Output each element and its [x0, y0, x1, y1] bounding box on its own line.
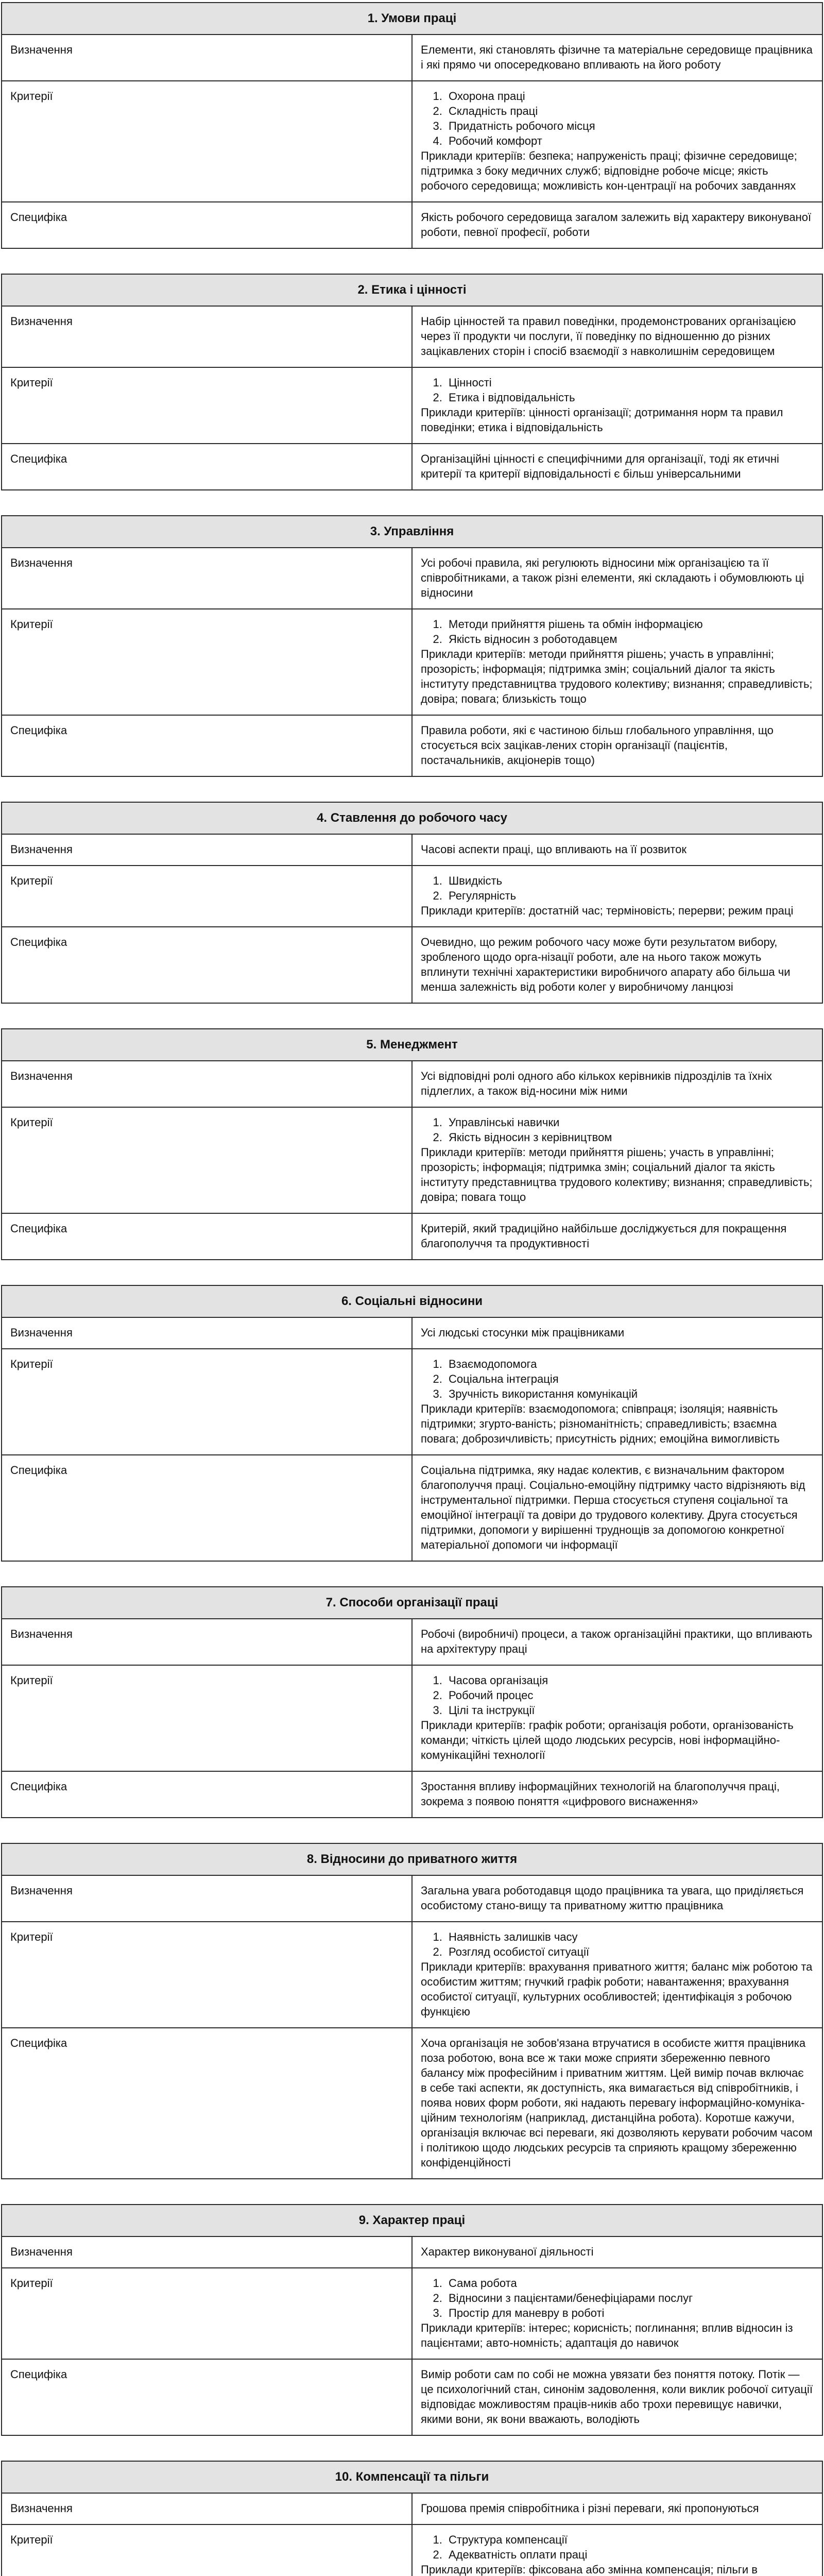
definition-row	[2, 2493, 822, 2524]
criteria-item-text: Розгляд особистої ситуації	[449, 1945, 590, 1958]
criteria-examples: Приклади критеріїв: взаємодопомога; співпраця; ізоляція; наявність підтримки; згурто-ваність; різноманітність; справедливість; взаємна повага; доброзичливість; присутність рідних; емоційна вимогливість	[421, 1402, 780, 1445]
definition-row	[2, 1317, 822, 1349]
specificity-row-label: Специфіка	[2, 444, 412, 490]
criteria-item-text: Управлінські навички	[449, 1115, 560, 1129]
criteria-list	[421, 375, 813, 405]
criteria-item	[445, 1673, 813, 1688]
criteria-item	[445, 1357, 813, 1371]
criteria-item	[445, 617, 813, 632]
criteria-list	[421, 1673, 813, 1718]
definition-text: Часові аспекти праці, що впливають на її розвиток	[421, 842, 686, 856]
criteria-row-label: Критерії	[2, 81, 412, 202]
definition-row-label: Визначення	[2, 35, 412, 81]
specificity-row-content	[412, 2359, 822, 2435]
criteria-row-label: Критерії	[2, 1665, 412, 1771]
criteria-item-text: Сама робота	[449, 2276, 517, 2290]
criteria-list	[421, 89, 813, 148]
specificity-row-label: Специфіка	[2, 202, 412, 248]
specificity-row	[2, 202, 822, 248]
criteria-examples: Приклади критеріїв: достатній час; терміновість; перерви; режим праці	[421, 904, 794, 917]
section-table	[1, 515, 823, 777]
criteria-item	[445, 1371, 813, 1386]
definition-row-label: Визначення	[2, 1619, 412, 1665]
specificity-row	[2, 1213, 822, 1260]
specificity-row	[2, 2028, 822, 2179]
section-title: 6. Соціальні відносини	[2, 1285, 822, 1317]
criteria-item	[445, 2306, 813, 2320]
definition-text: Усі робочі правила, які регулюють відносини між організацією та її співробітниками, а також різні елементи, які складають і обумовлюють ці відносини	[421, 556, 804, 599]
criteria-row-content	[412, 1922, 822, 2028]
section-title: 7. Способи організації праці	[2, 1587, 822, 1619]
criteria-row-content	[412, 2524, 822, 2576]
criteria-item	[445, 873, 813, 888]
criteria-item	[445, 1130, 813, 1145]
criteria-item	[445, 89, 813, 104]
definition-row-label: Визначення	[2, 548, 412, 609]
section-table	[1, 274, 823, 490]
criteria-item-text: Структура компенсації	[449, 2533, 568, 2546]
criteria-examples: Приклади критеріїв: врахування приватного життя; баланс між роботою та особистим життям; гнучкий графік роботи; навантаження; врахування особистої ситуації, культурних особливостей; ідентифікація з робочою функцією	[421, 1960, 813, 2018]
criteria-item-text: Взаємодопомога	[449, 1357, 537, 1370]
criteria-row-label: Критерії	[2, 866, 412, 927]
criteria-row-label: Критерії	[2, 1107, 412, 1213]
section-table	[1, 802, 823, 1004]
specificity-row-content	[412, 2028, 822, 2179]
criteria-item	[445, 632, 813, 647]
criteria-examples: Приклади критеріїв: цінності організації; дотримання норм та правил поведінки; етика і відповідальність	[421, 405, 783, 434]
specificity-row-content	[412, 1213, 822, 1260]
section-table	[1, 1586, 823, 1818]
section-table	[1, 1028, 823, 1260]
definition-row	[2, 2236, 822, 2268]
specificity-row-label: Специфіка	[2, 927, 412, 1003]
criteria-row	[2, 367, 822, 444]
definition-row-content	[412, 35, 822, 81]
definition-row-label: Визначення	[2, 1061, 412, 1107]
criteria-row-content	[412, 1665, 822, 1771]
specificity-row-label: Специфіка	[2, 2028, 412, 2179]
definition-row-content	[412, 2493, 822, 2524]
definition-row-label: Визначення	[2, 2493, 412, 2524]
criteria-row-content	[412, 609, 822, 715]
specificity-row-content	[412, 715, 822, 776]
criteria-item-text: Придатність робочого місця	[449, 119, 595, 132]
specificity-text: Правила роботи, які є частиною більш глобального управління, що стосується всіх зацікав-лених сторін організації (пацієнтів, постачальників, акціонерів тощо)	[421, 723, 774, 767]
definition-row	[2, 834, 822, 866]
criteria-item-text: Швидкість	[449, 874, 503, 887]
section-table	[1, 2204, 823, 2436]
criteria-item-text: Методи прийняття рішень та обмін інформацією	[449, 617, 703, 631]
specificity-text: Якість робочого середовища загалом залежить від характеру виконуваної роботи, певної професії, роботи	[421, 210, 812, 239]
definition-text: Набір цінностей та правил поведінки, продемонстрованих організацією через її продукти чи послуги, її поведінку по відношенню до різних зацікавлених сторін і спосіб взаємодії з навколишнім середовищем	[421, 314, 796, 358]
definition-row	[2, 1619, 822, 1665]
criteria-item-text: Регулярність	[449, 889, 517, 902]
criteria-item-text: Робочий процес	[449, 1688, 534, 1702]
section-title: 4. Ставлення до робочого часу	[2, 802, 822, 834]
section-table	[1, 2, 823, 249]
specificity-row	[2, 1771, 822, 1818]
criteria-item	[445, 2291, 813, 2306]
definition-row	[2, 306, 822, 367]
criteria-row-label: Критерії	[2, 2268, 412, 2359]
criteria-examples: Приклади критеріїв: інтерес; корисність; поглинання; вплив відносин із пацієнтами; авто-номність; адаптація до навичок	[421, 2321, 793, 2350]
specificity-row-label: Специфіка	[2, 1213, 412, 1260]
definition-row-content	[412, 1061, 822, 1107]
specificity-row	[2, 2359, 822, 2435]
criteria-item	[445, 2532, 813, 2547]
definition-row-content	[412, 306, 822, 367]
criteria-row	[2, 2268, 822, 2359]
criteria-item	[445, 2276, 813, 2291]
criteria-item-text: Охорона праці	[449, 89, 525, 103]
definition-text: Усі людські стосунки між працівниками	[421, 1326, 625, 1339]
section-title: 8. Відносини до приватного життя	[2, 1843, 822, 1875]
section-table	[1, 1843, 823, 2179]
criteria-row	[2, 609, 822, 715]
criteria-item	[445, 2547, 813, 2562]
specificity-text: Хоча організація не зобов'язана втручатися в особисте життя працівника поза роботою, вона все ж таки може сприяти збереженню певного балансу між професійним і приватним життям. Цей вимір почав включає в себе такі аспекти, як доступність, яка вимагається від співробітників, і появa нових форм роботи, які надають перевагу інформаційно-комуніка-ційним технологіям (наприклад, дистанційна робота). Коротше кажучи, організація включає всі переваги, які дозволяють керувати робочим часом і політикою щодо людських ресурсів та сприяють кращому збереженню конфіденційності	[421, 2036, 813, 2170]
criteria-item	[445, 1944, 813, 1959]
section-title: 10. Компенсації та пільги	[2, 2461, 822, 2493]
specificity-row-label: Специфіка	[2, 715, 412, 776]
section-title: 9. Характер праці	[2, 2205, 822, 2236]
criteria-examples: Приклади критеріїв: методи прийняття рішень; участь в управлінні; прозорість; інформація; підтримка змін; соціальний діалог та якість інституту представництва трудового колективу; визнання; справедливість; довіра; повага тощо	[421, 1145, 813, 1204]
criteria-row-label: Критерії	[2, 2524, 412, 2576]
criteria-item-text: Робочий комфорт	[449, 134, 542, 147]
definition-row	[2, 35, 822, 81]
criteria-item	[445, 390, 813, 405]
definition-row-content	[412, 834, 822, 866]
criteria-examples: Приклади критеріїв: безпека; напруженість праці; фізичне середовище; підтримка з боку медичних служб; відповідне робоче місце; якість робочого середовища; можливість кон-центрації на робочих завданнях	[421, 149, 797, 192]
definition-row-label: Визначення	[2, 306, 412, 367]
definition-text: Грошова премія співробітника і різні переваги, які пропонуються	[421, 2501, 759, 2515]
criteria-item	[445, 104, 813, 118]
definition-text: Елементи, які становлять фізичне та матеріальне середовище працівника і які прямо чи опосередковано впливають на його роботу	[421, 43, 813, 71]
specificity-row-content	[412, 202, 822, 248]
criteria-item	[445, 133, 813, 148]
criteria-row-content	[412, 367, 822, 444]
criteria-examples: Приклади критеріїв: графік роботи; організація роботи, організованість команди; чіткість цілей щодо людських ресурсів, нові інформаційно-комунікаційні технології	[421, 1718, 794, 1761]
criteria-item-text: Якість відносин з керівництвом	[449, 1130, 612, 1144]
definition-row-content	[412, 1875, 822, 1922]
definition-row-content	[412, 1619, 822, 1665]
criteria-row-content	[412, 81, 822, 202]
section-table	[1, 2461, 823, 2576]
section-title: 2. Етика і цінності	[2, 274, 822, 306]
definition-row-content	[412, 2236, 822, 2268]
criteria-examples: Приклади критеріїв: фіксована або змінна компенсація; пільги в	[421, 2563, 758, 2576]
criteria-row	[2, 1665, 822, 1771]
criteria-list	[421, 1115, 813, 1145]
definition-row	[2, 1061, 822, 1107]
specificity-text: Соціальна підтримка, яку надає колектив, є визначальним фактором благополуччя праці. Соціально-емоційну підтримку часто відрізняють від інструментальної підтримки. Перша стосується ступеня соціальної та емоційної інтеграції та довіри до трудового колективу. Друга стосується підтримки, допомоги у вирішенні труднощів за допомогою конкретної матеріальної допомоги чи інформації	[421, 1463, 805, 1551]
specificity-row	[2, 444, 822, 490]
criteria-item-text: Якість відносин з роботодавцем	[449, 632, 617, 646]
criteria-row	[2, 1349, 822, 1455]
criteria-item	[445, 888, 813, 903]
criteria-row-label: Критерії	[2, 609, 412, 715]
definition-row	[2, 548, 822, 609]
criteria-list	[421, 617, 813, 647]
criteria-row	[2, 1107, 822, 1213]
criteria-item-text: Наявність залишків часу	[449, 1930, 578, 1943]
section-title: 3. Управління	[2, 516, 822, 548]
definition-row-label: Визначення	[2, 1317, 412, 1349]
criteria-row	[2, 81, 822, 202]
definition-text: Характер виконуваної діяльності	[421, 2245, 594, 2258]
specificity-row-content	[412, 1771, 822, 1818]
specificity-row	[2, 927, 822, 1003]
definition-row-label: Визначення	[2, 834, 412, 866]
criteria-item-text: Цінності	[449, 376, 492, 389]
specificity-text: Організаційні цінності є специфічними для організації, тоді як етичні критерії та критерії відповідальності є більш універсальними	[421, 452, 779, 480]
specificity-row-content	[412, 1455, 822, 1561]
definition-row-content	[412, 548, 822, 609]
criteria-row	[2, 2524, 822, 2576]
criteria-row-content	[412, 1349, 822, 1455]
criteria-item	[445, 1386, 813, 1401]
definition-row	[2, 1875, 822, 1922]
specificity-row-label: Специфіка	[2, 2359, 412, 2435]
criteria-item-text: Соціальна інтеграція	[449, 1372, 559, 1385]
criteria-item	[445, 375, 813, 390]
definition-text: Загальна увага роботодавця щодо працівника та увага, що приділяється особистому стано-вищу та приватному життю працівника	[421, 1884, 804, 1912]
criteria-row	[2, 866, 822, 927]
specificity-row	[2, 1455, 822, 1561]
criteria-row-content	[412, 1107, 822, 1213]
criteria-item	[445, 1703, 813, 1718]
criteria-item-text: Часова організація	[449, 1673, 548, 1687]
criteria-item	[445, 1929, 813, 1944]
definition-text: Робочі (виробничі) процеси, а також організаційні практики, що впливають на архітектуру праці	[421, 1627, 813, 1655]
criteria-row-content	[412, 2268, 822, 2359]
definition-text: Усі відповідні ролі одного або кількох керівників підрозділів та їхніх підлеглих, а також від-носини між ними	[421, 1069, 772, 1097]
criteria-item-text: Простір для маневру в роботі	[449, 2306, 605, 2319]
criteria-item-text: Адекватність оплати праці	[449, 2548, 588, 2561]
specificity-row-label: Специфіка	[2, 1455, 412, 1561]
criteria-list	[421, 2276, 813, 2320]
specificity-text: Критерій, який традиційно найбільше досліджується для покращення благополуччя та продуктивності	[421, 1222, 787, 1250]
criteria-list	[421, 2532, 813, 2562]
criteria-examples: Приклади критеріїв: методи прийняття рішень; участь в управлінні; прозорість; інформація; підтримка змін; соціальний діалог та якість інституту представництва трудового колективу; визнання; справедливість; довіра; повага; близькість тощо	[421, 647, 813, 705]
definition-row-content	[412, 1317, 822, 1349]
specificity-text: Зростання впливу інформаційних технологій на благополуччя праці, зокрема з появою поняття «цифрового виснаження»	[421, 1780, 780, 1808]
section-table	[1, 1285, 823, 1562]
section-title: 1. Умови праці	[2, 3, 822, 35]
specificity-text: Очевидно, що режим робочого часу може бути результатом вибору, зробленого щодо орга-нізації роботи, але на нього також можуть вплинути технічні характеристики виробничого апарату або більша чи менша залежність від роботи колег у виробничому ланцюзі	[421, 935, 791, 993]
criteria-row	[2, 1922, 822, 2028]
specificity-row-content	[412, 927, 822, 1003]
specificity-row	[2, 715, 822, 776]
criteria-item-text: Відносини з пацієнтами/бенефіціарами послуг	[449, 2291, 693, 2304]
criteria-item	[445, 1115, 813, 1130]
definition-row-label: Визначення	[2, 1875, 412, 1922]
criteria-item-text: Складність праці	[449, 104, 538, 117]
definition-row-label: Визначення	[2, 2236, 412, 2268]
criteria-row-label: Критерії	[2, 367, 412, 444]
criteria-item-text: Зручність використання комунікацій	[449, 1387, 638, 1400]
specificity-text: Вимір роботи сам по собі не можна увязати без поняття потоку. Потік — це психологічний стан, синонім задоволення, коли виклик робочої ситуації відповідає можливостям праців-ників або трохи перевищує навички, якими вони, як вони вважають, володіють	[421, 2368, 813, 2426]
section-title: 5. Менеджмент	[2, 1029, 822, 1061]
criteria-item	[445, 118, 813, 133]
criteria-item	[445, 1688, 813, 1703]
criteria-item-text: Етика і відповідальність	[449, 391, 575, 404]
criteria-list	[421, 1357, 813, 1401]
criteria-row-label: Критерії	[2, 1349, 412, 1455]
specificity-row-label: Специфіка	[2, 1771, 412, 1818]
criteria-item-text: Цілі та інструкції	[449, 1703, 535, 1717]
criteria-row-content	[412, 866, 822, 927]
specificity-row-content	[412, 444, 822, 490]
criteria-row-label: Критерії	[2, 1922, 412, 2028]
criteria-list	[421, 1929, 813, 1959]
criteria-list	[421, 873, 813, 903]
